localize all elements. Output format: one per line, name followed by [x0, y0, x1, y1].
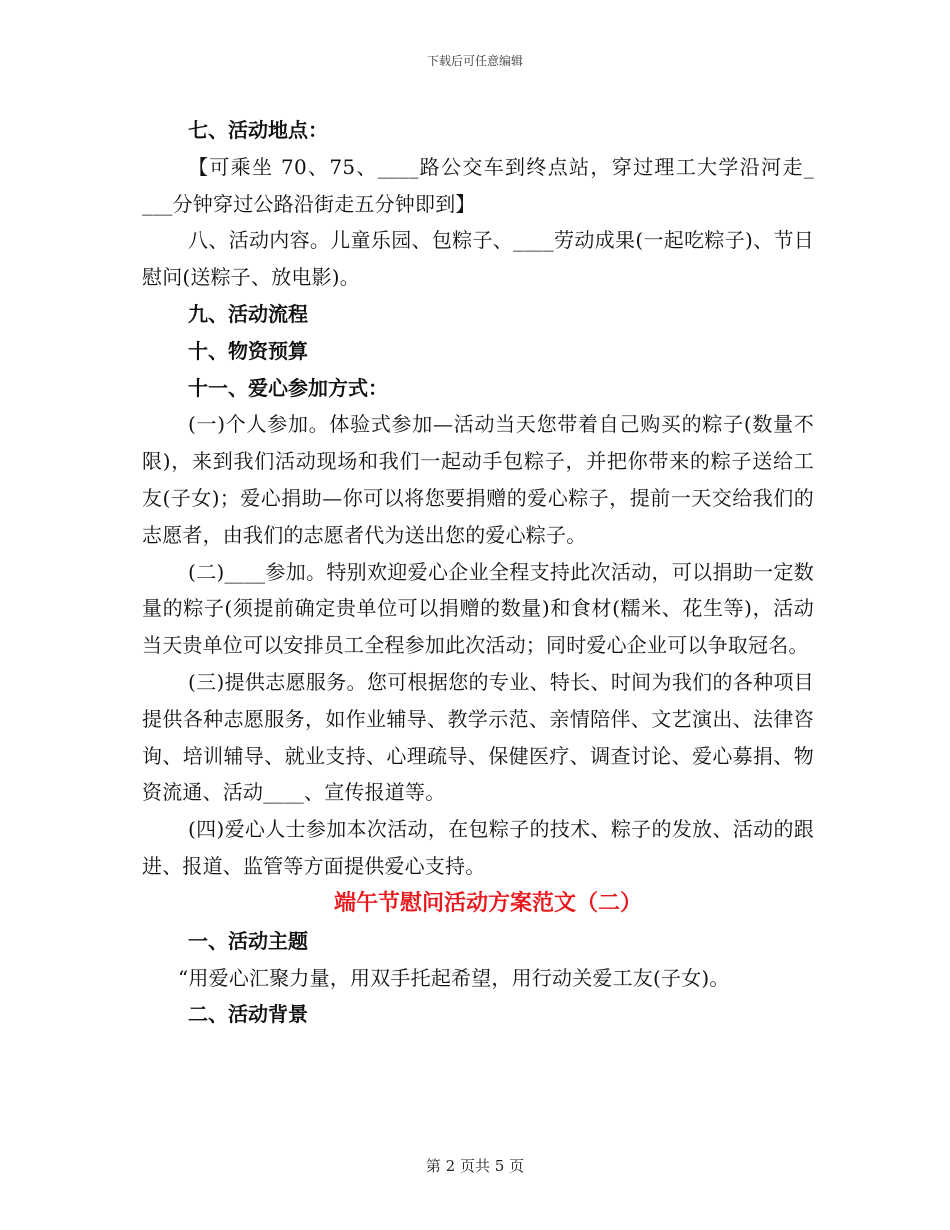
section-7-heading: 七、活动地点：: [188, 118, 328, 142]
page-footer: 第 2 页共 5 页: [425, 1157, 525, 1175]
section-8-paragraph: 八、活动内容。儿童乐园、包粽子、____劳动成果(一起吃粽子)、节日慰问(送粽子、放电影)。: [142, 228, 814, 290]
section-11-heading: 十一、爱心参加方式：: [188, 375, 388, 400]
section-11-paragraph-1: (一)个人参加。体验式参加—活动当天您带着自己购买的粽子(数量不限)，来到我们活动现场和我们一起动手包粽子，并把你带来的粽子送给工友(子女)；爱心捐助—你可以将您要捐赠的爱心粽子，提前一天交给我们的志愿者，由我们的志愿者代为送出您的爱心粽子。: [142, 412, 814, 547]
section-10-heading: 十、物资预算: [188, 338, 308, 363]
section-11-paragraph-3: (三)提供志愿服务。您可根据您的专业、特长、时间为我们的各种项目提供各种志愿服务，如作业辅导、教学示范、亲情陪伴、文艺演出、法律咨询、培训辅导、就业支持、心理疏导、保健医疗、调查讨论、爱心募捐、物资流通、活动____、宣传报道等。: [142, 669, 814, 805]
part2-section-1-paragraph: “用爱心汇聚力量，用双手托起希望，用行动关爱工友(子女)。: [178, 965, 730, 990]
part2-section-2-heading: 二、活动背景: [188, 1002, 308, 1027]
section-9-heading: 九、活动流程: [188, 301, 308, 326]
document-subtitle: 端午节慰问活动方案范文（二）: [333, 890, 642, 916]
document-body: [142, 112, 814, 1033]
section-7-paragraph: 【可乘坐 70、75、____路公交车到终点站，穿过理工大学沿河走_ ___分钟穿过公路沿街走五分钟即到】: [142, 154, 814, 216]
part2-section-1-heading: 一、活动主题: [188, 928, 308, 953]
page-header: 下载后可任意编辑: [426, 54, 523, 68]
section-11-paragraph-4: (四)爱心人士参加本次活动，在包粽子的技术、粽子的发放、活动的跟进、报道、监管等方面提供爱心支持。: [142, 817, 814, 878]
section-11-paragraph-2: (二)____参加。特别欢迎爱心企业全程支持此次活动，可以捐助一定数量的粽子(须提前确定贵单位可以捐赠的数量)和食材(糯米、花生等)，活动当天贵单位可以安排员工全程参加此次活动；同时爱心企业可以争取冠名。: [142, 559, 814, 658]
